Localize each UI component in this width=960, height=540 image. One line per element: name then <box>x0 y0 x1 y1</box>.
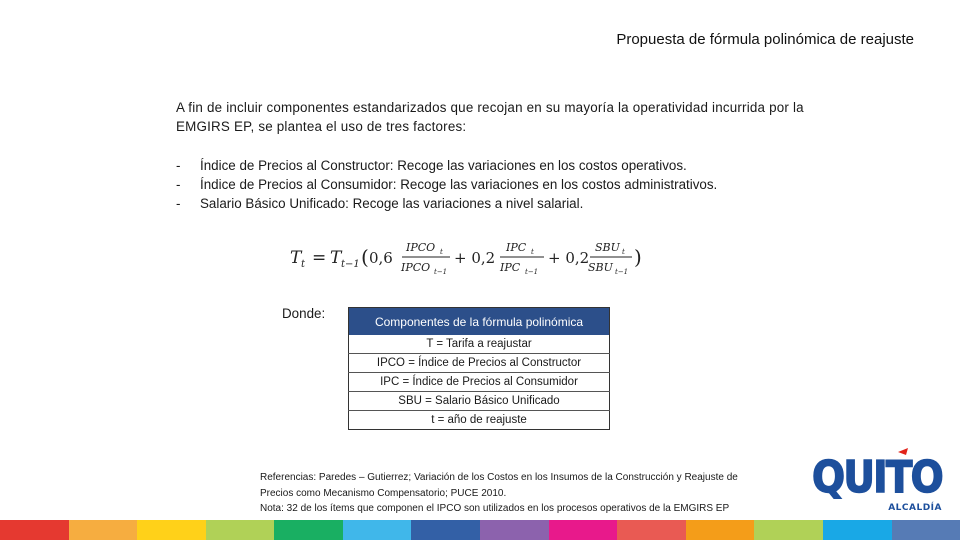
table-cell: t = año de reajuste <box>431 414 527 426</box>
quito-alcaldia-logo <box>812 448 944 514</box>
stripe-segment <box>274 520 343 540</box>
color-stripe <box>0 520 960 540</box>
sbu-denominator-sub: t−1 <box>615 268 629 276</box>
sbu-numerator-sub: t <box>622 248 625 256</box>
ipco-denominator: IPCO <box>401 261 431 274</box>
logo-wordmark: QUITO <box>812 452 943 503</box>
stripe-segment <box>617 520 686 540</box>
stripe-segment <box>343 520 412 540</box>
references-line-1: Referencias: Paredes – Gutierrez; Variación de los Costos en los Insumos de la Construcción y Reajuste de <box>260 472 738 483</box>
formula-tprev-sub: t−1 <box>341 259 360 270</box>
ipco-denominator-sub: t−1 <box>434 268 448 276</box>
table-row <box>349 335 610 354</box>
list-item-text: Índice de Precios al Constructor: Recoge las variaciones en los costos operativos. <box>200 158 687 173</box>
references-note: Nota: 32 de los ítems que componen el IPCO son utilizados en los procesos operativos de la EMGIRS EP <box>260 503 730 514</box>
table-cell: IPCO = Índice de Precios al Constructor <box>349 354 610 373</box>
stripe-segment <box>823 520 892 540</box>
bullet-dash: - <box>176 158 181 173</box>
table-row <box>349 373 610 392</box>
donde-label: Donde: <box>282 306 326 321</box>
components-table <box>348 307 610 430</box>
table-header: Componentes de la fórmula polinómica <box>349 308 610 336</box>
list-item <box>176 194 816 213</box>
ipc-denominator: IPC <box>500 261 521 274</box>
logo-subtitle: ALCALDÍA <box>888 503 942 513</box>
formula-lhs: T <box>290 248 302 268</box>
bullet-dash: - <box>176 196 181 211</box>
stripe-segment <box>480 520 549 540</box>
table-cell: T = Tarifa a reajustar <box>349 335 610 354</box>
stripe-segment <box>411 520 480 540</box>
table-cell: SBU = Salario Básico Unificado <box>349 392 610 411</box>
ipc-denominator-sub: t−1 <box>525 268 539 276</box>
list-item-text: Índice de Precios al Consumidor: Recoge las variaciones en los costos administrativos. <box>200 177 718 192</box>
formula-coef-2: + 0,2 <box>454 249 496 267</box>
polynomial-formula <box>288 236 648 276</box>
stripe-segment <box>686 520 755 540</box>
ipco-numerator-sub: t <box>440 248 443 256</box>
formula-equals: = <box>312 248 327 268</box>
intro-paragraph: A fin de incluir componentes estandarizados que recojan en su mayoría la operatividad incurrida por la EMGIRS EP, se plantea el uso de tres factores: <box>176 100 804 134</box>
stripe-segment <box>137 520 206 540</box>
formula-coef-3: + 0,2 <box>548 249 590 267</box>
table-row <box>349 392 610 411</box>
table-row <box>349 411 610 430</box>
page-title: Propuesta de fórmula polinómica de reajuste <box>616 31 914 48</box>
formula-coef-1: 0,6 <box>369 249 393 267</box>
stripe-segment <box>69 520 138 540</box>
factor-list <box>176 156 816 213</box>
list-item-text: Salario Básico Unificado: Recoge las variaciones a nivel salarial. <box>200 196 584 211</box>
sbu-numerator: SBU <box>595 241 620 254</box>
bullet-dash: - <box>176 177 181 192</box>
formula-open-paren: ( <box>361 245 369 269</box>
sbu-denominator: SBU <box>588 261 613 274</box>
stripe-segment <box>754 520 823 540</box>
stripe-segment <box>549 520 618 540</box>
ipc-numerator: IPC <box>506 241 527 254</box>
ipc-numerator-sub: t <box>531 248 534 256</box>
stripe-segment <box>206 520 275 540</box>
list-item <box>176 175 816 194</box>
formula-close-paren: ) <box>634 245 642 269</box>
table-row <box>349 354 610 373</box>
stripe-segment <box>892 520 960 540</box>
list-item <box>176 156 816 175</box>
stripe-segment <box>0 520 69 540</box>
formula-lhs-sub: t <box>301 259 306 270</box>
references-block <box>260 470 800 517</box>
ipco-numerator: IPCO <box>406 241 436 254</box>
table-cell: IPC = Índice de Precios al Consumidor <box>349 373 610 392</box>
references-line-2: Precios como Mecanismo Compensatorio; PUCE 2010. <box>260 487 507 499</box>
formula-tprev: T <box>330 248 342 268</box>
